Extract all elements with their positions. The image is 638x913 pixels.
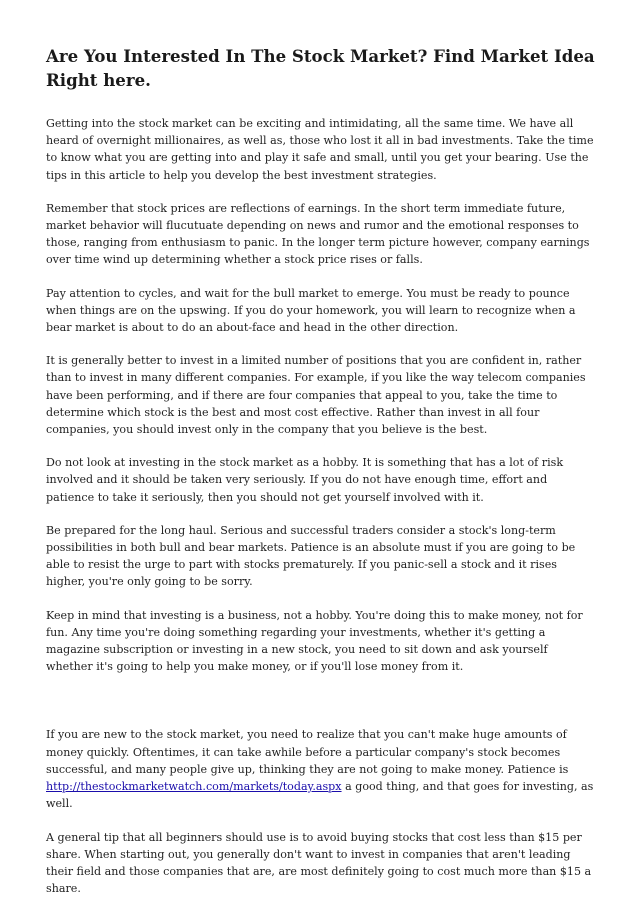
paragraph-text-after-link: a good thing, and that goes for investing, as well.	[46, 780, 594, 811]
document-page	[46, 44, 596, 913]
paragraph-positions: It is generally better to invest in a limited number of positions that you are confident in, rather than to invest in many different companies. For example, if you like the way telecom companies have been performing, and if there are four companies that appeal to you, take the time to determine which stock is the best and most cost effective. Rather than invest in all four companies, you should invest only in the company that you believe is the best.	[46, 354, 586, 437]
paragraph-earnings: Remember that stock prices are reflections of earnings. In the short term immediate future, market behavior will flucutuate depending on news and rumor and the emotional responses to those, ranging from enthusiasm to panic. In the longer term picture however, company earnings over time wind up determining whether a stock price rises or falls.	[46, 201, 590, 267]
stockmarketwatch-link[interactable]: http://thestockmarketwatch.com/markets/today.aspx	[46, 780, 342, 794]
paragraph-cycles: Pay attention to cycles, and wait for the bull market to emerge. You must be ready to pounce when things are on the upswing. If you do your homework, you will learn to recognize when a bear market is about to do an about-face and head in the other direction.	[46, 286, 576, 335]
paragraph-long-haul: Be prepared for the long haul. Serious and successful traders consider a stock's long-term possibilities in both bull and bear markets. Patience is an absolute must if you are going to be able to resist the urge to part with stocks prematurely. If you panic-sell a stock and it rises higher, you're only going to be sorry.	[46, 523, 576, 589]
paragraph-intro: Getting into the stock market can be exciting and intimidating, all the same time. We have all heard of overnight millionaires, as well as, those who lost it all in bad investments. Take the time to know what you are getting into and play it safe and small, until you get your bearing. Use the tips in this article to help you develop the best investment strategies.	[46, 117, 594, 182]
page-title: Are You Interested In The Stock Market? Find Market Idea Right here.	[46, 46, 595, 90]
paragraph-new-investors	[46, 726, 596, 812]
paragraph-hobby: Do not look at investing in the stock market as a hobby. It is something that has a lot of risk involved and it should be taken very seriously. If you do not have enough time, effort and patience to take it seriously, then you should not get yourself involved with it.	[46, 456, 564, 504]
blank-spacer	[46, 691, 596, 726]
paragraph-tip: A general tip that all beginners should use is to avoid buying stocks that cost less than $15 per share. When starting out, you generally don't want to invest in companies that aren't leading their field and those companies that are, are most definitely going to cost much more than $15 a share.	[46, 830, 592, 896]
paragraph-text-before-link: If you are new to the stock market, you need to realize that you can't make huge amounts of money quickly. Oftentimes, it can take awhile before a particular company's stock becomes successful, and many people give up, thinking they are not going to make money. Patience is	[46, 728, 569, 776]
paragraph-business: Keep in mind that investing is a business, not a hobby. You're doing this to make money, not for fun. Any time you're doing something regarding your investments, whether it's getting a magazine subscription or investing in a new stock, you need to sit down and ask yourself whether it's going to help you make money, or if you'll lose money from it.	[46, 608, 583, 674]
